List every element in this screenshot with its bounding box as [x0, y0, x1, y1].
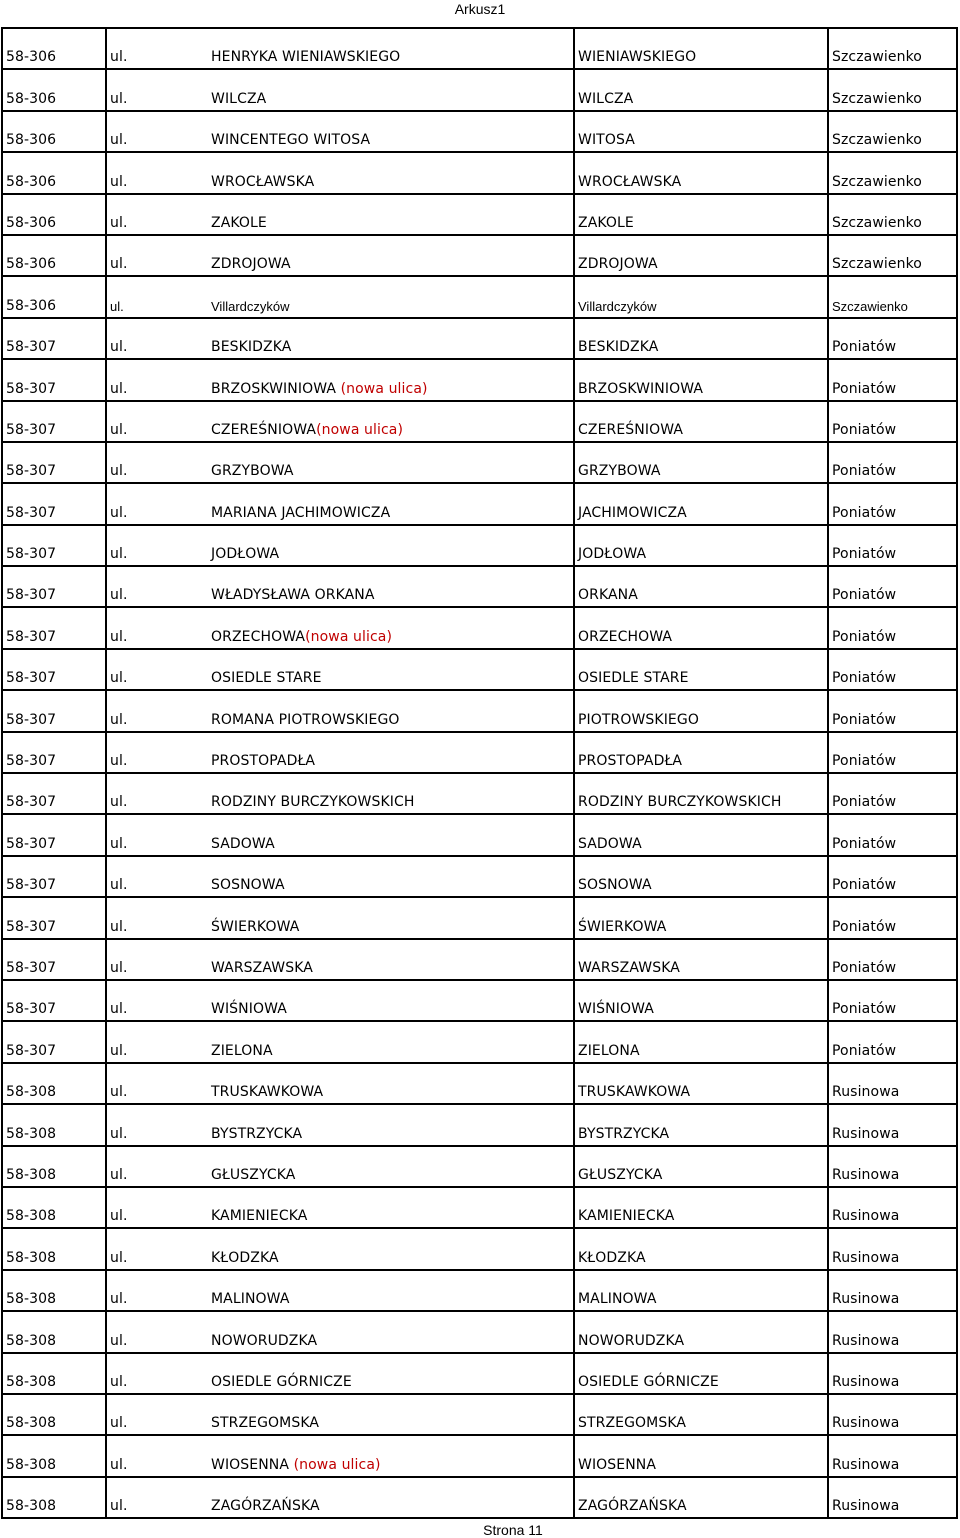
street-short-name-cell: WIŚNIOWA — [574, 980, 828, 1021]
postal-code-cell: 58-307 — [2, 897, 106, 938]
postal-code-cell: 58-308 — [2, 1187, 106, 1228]
locality-cell: Szczawienko — [828, 28, 957, 69]
street-prefix-cell: ul. — [106, 773, 208, 814]
table-row — [2, 649, 957, 690]
street-short-name-cell: GŁUSZYCKA — [574, 1146, 828, 1187]
street-name-cell — [208, 1394, 574, 1435]
street-name-cell — [208, 1187, 574, 1228]
address-table — [1, 27, 958, 1519]
locality-cell: Szczawienko — [828, 235, 957, 276]
postal-code-cell: 58-307 — [2, 732, 106, 773]
street-short-name-cell: WIENIAWSKIEGO — [574, 28, 828, 69]
table-row — [2, 1063, 957, 1104]
table-row — [2, 607, 957, 648]
street-full-name: WARSZAWSKA — [211, 959, 313, 976]
street-prefix-cell: ul. — [106, 939, 208, 980]
street-full-name: STRZEGOMSKA — [211, 1415, 320, 1432]
street-full-name: OSIEDLE GÓRNICZE — [211, 1373, 352, 1390]
street-name-cell — [208, 1353, 574, 1394]
street-full-name: ZAGÓRZAŃSKA — [211, 1498, 320, 1515]
street-full-name: GRZYBOWA — [211, 463, 294, 480]
street-full-name: MALINOWA — [211, 1291, 290, 1308]
table-row — [2, 235, 957, 276]
locality-cell: Poniatów — [828, 732, 957, 773]
street-short-name-cell: BRZOSKWINIOWA — [574, 359, 828, 400]
street-full-name: ZDROJOWA — [211, 256, 291, 273]
street-prefix-cell: ul. — [106, 235, 208, 276]
street-full-name: ORZECHOWA — [211, 628, 306, 645]
street-full-name: WIŚNIOWA — [211, 1001, 287, 1018]
table-row — [2, 1311, 957, 1352]
street-full-name: ZIELONA — [211, 1042, 273, 1059]
street-short-name-cell: RODZINY BURCZYKOWSKICH — [574, 773, 828, 814]
locality-cell: Poniatów — [828, 442, 957, 483]
locality-cell: Szczawienko — [828, 152, 957, 193]
locality-cell: Rusinowa — [828, 1187, 957, 1228]
postal-code-cell: 58-307 — [2, 814, 106, 855]
locality-cell: Rusinowa — [828, 1435, 957, 1476]
postal-code-cell: 58-307 — [2, 566, 106, 607]
street-full-name: KŁODZKA — [211, 1249, 279, 1266]
new-street-note: (nowa ulica) — [316, 421, 404, 438]
postal-code-cell: 58-306 — [2, 235, 106, 276]
street-prefix-cell: ul. — [106, 28, 208, 69]
postal-code-cell: 58-307 — [2, 939, 106, 980]
table-row — [2, 276, 957, 317]
street-short-name-cell: MALINOWA — [574, 1270, 828, 1311]
street-name-cell — [208, 980, 574, 1021]
street-short-name-cell: ZAGÓRZAŃSKA — [574, 1477, 828, 1518]
locality-cell: Rusinowa — [828, 1477, 957, 1518]
new-street-note: (nowa ulica) — [340, 380, 428, 397]
street-name-cell — [208, 856, 574, 897]
table-row — [2, 1021, 957, 1062]
street-name-cell — [208, 318, 574, 359]
postal-code-cell: 58-308 — [2, 1228, 106, 1269]
locality-cell: Szczawienko — [828, 69, 957, 110]
street-full-name: NOWORUDZKA — [211, 1332, 318, 1349]
street-prefix-cell: ul. — [106, 525, 208, 566]
street-prefix-cell: ul. — [106, 1228, 208, 1269]
street-short-name-cell: JODŁOWA — [574, 525, 828, 566]
street-full-name: KAMIENIECKA — [211, 1208, 308, 1225]
table-row — [2, 1270, 957, 1311]
street-full-name: WŁADYSŁAWA ORKANA — [211, 587, 375, 604]
street-prefix-cell: ul. — [106, 980, 208, 1021]
postal-code-cell: 58-308 — [2, 1146, 106, 1187]
table-row — [2, 194, 957, 235]
table-row — [2, 483, 957, 524]
street-full-name: SADOWA — [211, 835, 275, 852]
postal-code-cell: 58-306 — [2, 194, 106, 235]
page-footer: Strona 11 — [483, 1522, 543, 1538]
street-name-cell — [208, 649, 574, 690]
postal-code-cell: 58-307 — [2, 690, 106, 731]
locality-cell: Poniatów — [828, 649, 957, 690]
locality-cell: Rusinowa — [828, 1353, 957, 1394]
street-prefix-cell: ul. — [106, 649, 208, 690]
street-name-cell — [208, 359, 574, 400]
table-row — [2, 359, 957, 400]
locality-cell: Rusinowa — [828, 1146, 957, 1187]
street-prefix-cell: ul. — [106, 690, 208, 731]
street-name-cell — [208, 732, 574, 773]
locality-cell: Szczawienko — [828, 276, 957, 317]
address-table-body — [2, 28, 957, 1518]
postal-code-cell: 58-308 — [2, 1353, 106, 1394]
street-prefix-cell: ul. — [106, 483, 208, 524]
locality-cell: Rusinowa — [828, 1228, 957, 1269]
street-short-name-cell: JACHIMOWICZA — [574, 483, 828, 524]
street-name-cell — [208, 28, 574, 69]
street-short-name-cell: ZAKOLE — [574, 194, 828, 235]
table-row — [2, 1228, 957, 1269]
postal-code-cell: 58-308 — [2, 1311, 106, 1352]
street-prefix-cell: ul. — [106, 1477, 208, 1518]
street-full-name: BYSTRZYCKA — [211, 1125, 303, 1142]
street-full-name: PROSTOPADŁA — [211, 753, 316, 770]
table-row — [2, 1146, 957, 1187]
table-row — [2, 566, 957, 607]
locality-cell: Poniatów — [828, 607, 957, 648]
street-short-name-cell: CZEREŚNIOWA — [574, 401, 828, 442]
postal-code-cell: 58-307 — [2, 359, 106, 400]
street-short-name-cell: NOWORUDZKA — [574, 1311, 828, 1352]
locality-cell: Szczawienko — [828, 111, 957, 152]
postal-code-cell: 58-306 — [2, 152, 106, 193]
postal-code-cell: 58-306 — [2, 69, 106, 110]
street-short-name-cell: WARSZAWSKA — [574, 939, 828, 980]
street-name-cell — [208, 442, 574, 483]
street-full-name: HENRYKA WIENIAWSKIEGO — [211, 49, 401, 66]
locality-cell: Poniatów — [828, 980, 957, 1021]
street-full-name: ROMANA PIOTROWSKIEGO — [211, 711, 400, 728]
street-name-cell — [208, 525, 574, 566]
street-short-name-cell: OSIEDLE GÓRNICZE — [574, 1353, 828, 1394]
street-full-name: GŁUSZYCKA — [211, 1166, 296, 1183]
street-name-cell — [208, 1311, 574, 1352]
street-full-name: JODŁOWA — [211, 546, 280, 563]
street-short-name-cell: WITOSA — [574, 111, 828, 152]
street-name-cell — [208, 1228, 574, 1269]
street-name-cell — [208, 1477, 574, 1518]
table-row — [2, 1435, 957, 1476]
street-full-name: ŚWIERKOWA — [211, 918, 300, 935]
postal-code-cell: 58-307 — [2, 980, 106, 1021]
street-prefix-cell: ul. — [106, 69, 208, 110]
street-prefix-cell: ul. — [106, 194, 208, 235]
postal-code-cell: 58-307 — [2, 856, 106, 897]
locality-cell: Rusinowa — [828, 1270, 957, 1311]
street-short-name-cell: BESKIDZKA — [574, 318, 828, 359]
postal-code-cell: 58-307 — [2, 483, 106, 524]
street-full-name: CZEREŚNIOWA — [211, 421, 317, 438]
street-short-name-cell: SOSNOWA — [574, 856, 828, 897]
street-short-name-cell: BYSTRZYCKA — [574, 1104, 828, 1145]
street-prefix-cell: ul. — [106, 897, 208, 938]
street-full-name: ZAKOLE — [211, 214, 267, 231]
locality-cell: Poniatów — [828, 1021, 957, 1062]
locality-cell: Rusinowa — [828, 1104, 957, 1145]
street-prefix-cell: ul. — [106, 111, 208, 152]
table-row — [2, 111, 957, 152]
street-name-cell — [208, 773, 574, 814]
street-prefix-cell: ul. — [106, 318, 208, 359]
postal-code-cell: 58-308 — [2, 1270, 106, 1311]
locality-cell: Poniatów — [828, 856, 957, 897]
street-name-cell — [208, 1063, 574, 1104]
postal-code-cell: 58-306 — [2, 111, 106, 152]
table-row — [2, 1104, 957, 1145]
street-prefix-cell: ul. — [106, 566, 208, 607]
locality-cell: Rusinowa — [828, 1063, 957, 1104]
postal-code-cell: 58-306 — [2, 28, 106, 69]
table-row — [2, 28, 957, 69]
street-name-cell — [208, 152, 574, 193]
locality-cell: Poniatów — [828, 318, 957, 359]
street-name-cell — [208, 69, 574, 110]
street-name-cell — [208, 483, 574, 524]
table-row — [2, 152, 957, 193]
table-row — [2, 401, 957, 442]
locality-cell: Poniatów — [828, 401, 957, 442]
street-full-name: WINCENTEGO WITOSA — [211, 132, 371, 149]
locality-cell: Rusinowa — [828, 1394, 957, 1435]
street-short-name-cell: WROCŁAWSKA — [574, 152, 828, 193]
street-short-name-cell: Villardczyków — [574, 276, 828, 317]
street-short-name-cell: STRZEGOMSKA — [574, 1394, 828, 1435]
street-prefix-cell: ul. — [106, 1270, 208, 1311]
street-name-cell — [208, 235, 574, 276]
table-row — [2, 814, 957, 855]
postal-code-cell: 58-307 — [2, 318, 106, 359]
street-name-cell — [208, 194, 574, 235]
street-prefix-cell: ul. — [106, 1021, 208, 1062]
street-name-cell — [208, 566, 574, 607]
street-short-name-cell: PROSTOPADŁA — [574, 732, 828, 773]
street-prefix-cell: ul. — [106, 732, 208, 773]
street-full-name: TRUSKAWKOWA — [211, 1084, 324, 1101]
street-name-cell — [208, 1146, 574, 1187]
street-full-name: WIOSENNA — [211, 1456, 294, 1473]
table-row — [2, 773, 957, 814]
street-prefix-cell: ul. — [106, 442, 208, 483]
street-full-name: BRZOSKWINIOWA — [211, 380, 341, 397]
table-row — [2, 1187, 957, 1228]
street-prefix-cell: ul. — [106, 1187, 208, 1228]
street-name-cell — [208, 1104, 574, 1145]
locality-cell: Poniatów — [828, 939, 957, 980]
street-name-cell — [208, 111, 574, 152]
table-row — [2, 1394, 957, 1435]
postal-code-cell: 58-307 — [2, 1021, 106, 1062]
street-prefix-cell: ul. — [106, 856, 208, 897]
locality-cell: Poniatów — [828, 773, 957, 814]
postal-code-cell: 58-308 — [2, 1435, 106, 1476]
street-name-cell — [208, 1270, 574, 1311]
street-short-name-cell: GRZYBOWA — [574, 442, 828, 483]
table-row — [2, 856, 957, 897]
street-short-name-cell: WILCZA — [574, 69, 828, 110]
locality-cell: Rusinowa — [828, 1311, 957, 1352]
street-prefix-cell: ul. — [106, 276, 208, 317]
street-short-name-cell: WIOSENNA — [574, 1435, 828, 1476]
street-full-name: WROCŁAWSKA — [211, 173, 315, 190]
street-prefix-cell: ul. — [106, 814, 208, 855]
postal-code-cell: 58-307 — [2, 442, 106, 483]
street-prefix-cell: ul. — [106, 1146, 208, 1187]
street-name-cell — [208, 939, 574, 980]
locality-cell: Poniatów — [828, 566, 957, 607]
postal-code-cell: 58-307 — [2, 649, 106, 690]
street-prefix-cell: ul. — [106, 1104, 208, 1145]
locality-cell: Poniatów — [828, 525, 957, 566]
street-name-cell — [208, 814, 574, 855]
locality-cell: Poniatów — [828, 814, 957, 855]
street-full-name: SOSNOWA — [211, 877, 285, 894]
locality-cell: Szczawienko — [828, 194, 957, 235]
postal-code-cell: 58-308 — [2, 1063, 106, 1104]
table-row — [2, 1477, 957, 1518]
table-row — [2, 442, 957, 483]
street-short-name-cell: ŚWIERKOWA — [574, 897, 828, 938]
street-short-name-cell: ZIELONA — [574, 1021, 828, 1062]
street-prefix-cell: ul. — [106, 1311, 208, 1352]
locality-cell: Poniatów — [828, 690, 957, 731]
street-full-name: BESKIDZKA — [211, 339, 292, 356]
street-name-cell — [208, 897, 574, 938]
street-prefix-cell: ul. — [106, 359, 208, 400]
postal-code-cell: 58-307 — [2, 525, 106, 566]
street-prefix-cell: ul. — [106, 1435, 208, 1476]
postal-code-cell: 58-307 — [2, 401, 106, 442]
street-full-name: MARIANA JACHIMOWICZA — [211, 504, 391, 521]
street-name-cell — [208, 1021, 574, 1062]
street-prefix-cell: ul. — [106, 607, 208, 648]
table-row — [2, 939, 957, 980]
postal-code-cell: 58-308 — [2, 1394, 106, 1435]
street-full-name: RODZINY BURCZYKOWSKICH — [211, 794, 415, 811]
table-row — [2, 897, 957, 938]
street-prefix-cell: ul. — [106, 401, 208, 442]
street-full-name: OSIEDLE STARE — [211, 670, 322, 687]
street-short-name-cell: PIOTROWSKIEGO — [574, 690, 828, 731]
street-name-cell — [208, 401, 574, 442]
table-row — [2, 732, 957, 773]
postal-code-cell: 58-307 — [2, 607, 106, 648]
street-prefix-cell: ul. — [106, 1394, 208, 1435]
new-street-note: (nowa ulica) — [305, 628, 393, 645]
street-short-name-cell: OSIEDLE STARE — [574, 649, 828, 690]
street-prefix-cell: ul. — [106, 1063, 208, 1104]
street-short-name-cell: TRUSKAWKOWA — [574, 1063, 828, 1104]
street-short-name-cell: ZDROJOWA — [574, 235, 828, 276]
postal-code-cell: 58-308 — [2, 1477, 106, 1518]
street-prefix-cell: ul. — [106, 1353, 208, 1394]
table-row — [2, 525, 957, 566]
street-name-cell — [208, 276, 574, 317]
street-short-name-cell: ORKANA — [574, 566, 828, 607]
street-name-cell — [208, 690, 574, 731]
street-name-cell — [208, 607, 574, 648]
postal-code-cell: 58-307 — [2, 773, 106, 814]
table-row — [2, 69, 957, 110]
street-short-name-cell: ORZECHOWA — [574, 607, 828, 648]
street-name-cell — [208, 1435, 574, 1476]
table-row — [2, 318, 957, 359]
postal-code-cell: 58-306 — [2, 276, 106, 317]
street-prefix-cell: ul. — [106, 152, 208, 193]
table-row — [2, 980, 957, 1021]
street-short-name-cell: KAMIENIECKA — [574, 1187, 828, 1228]
postal-code-cell: 58-308 — [2, 1104, 106, 1145]
locality-cell: Poniatów — [828, 897, 957, 938]
table-row — [2, 1353, 957, 1394]
street-full-name: Villardczyków — [211, 298, 290, 314]
locality-cell: Poniatów — [828, 483, 957, 524]
table-row — [2, 690, 957, 731]
street-short-name-cell: SADOWA — [574, 814, 828, 855]
sheet-title: Arkusz1 — [454, 1, 506, 17]
locality-cell: Poniatów — [828, 359, 957, 400]
street-full-name: WILCZA — [211, 90, 267, 107]
street-short-name-cell: KŁODZKA — [574, 1228, 828, 1269]
new-street-note: (nowa ulica) — [293, 1456, 381, 1473]
